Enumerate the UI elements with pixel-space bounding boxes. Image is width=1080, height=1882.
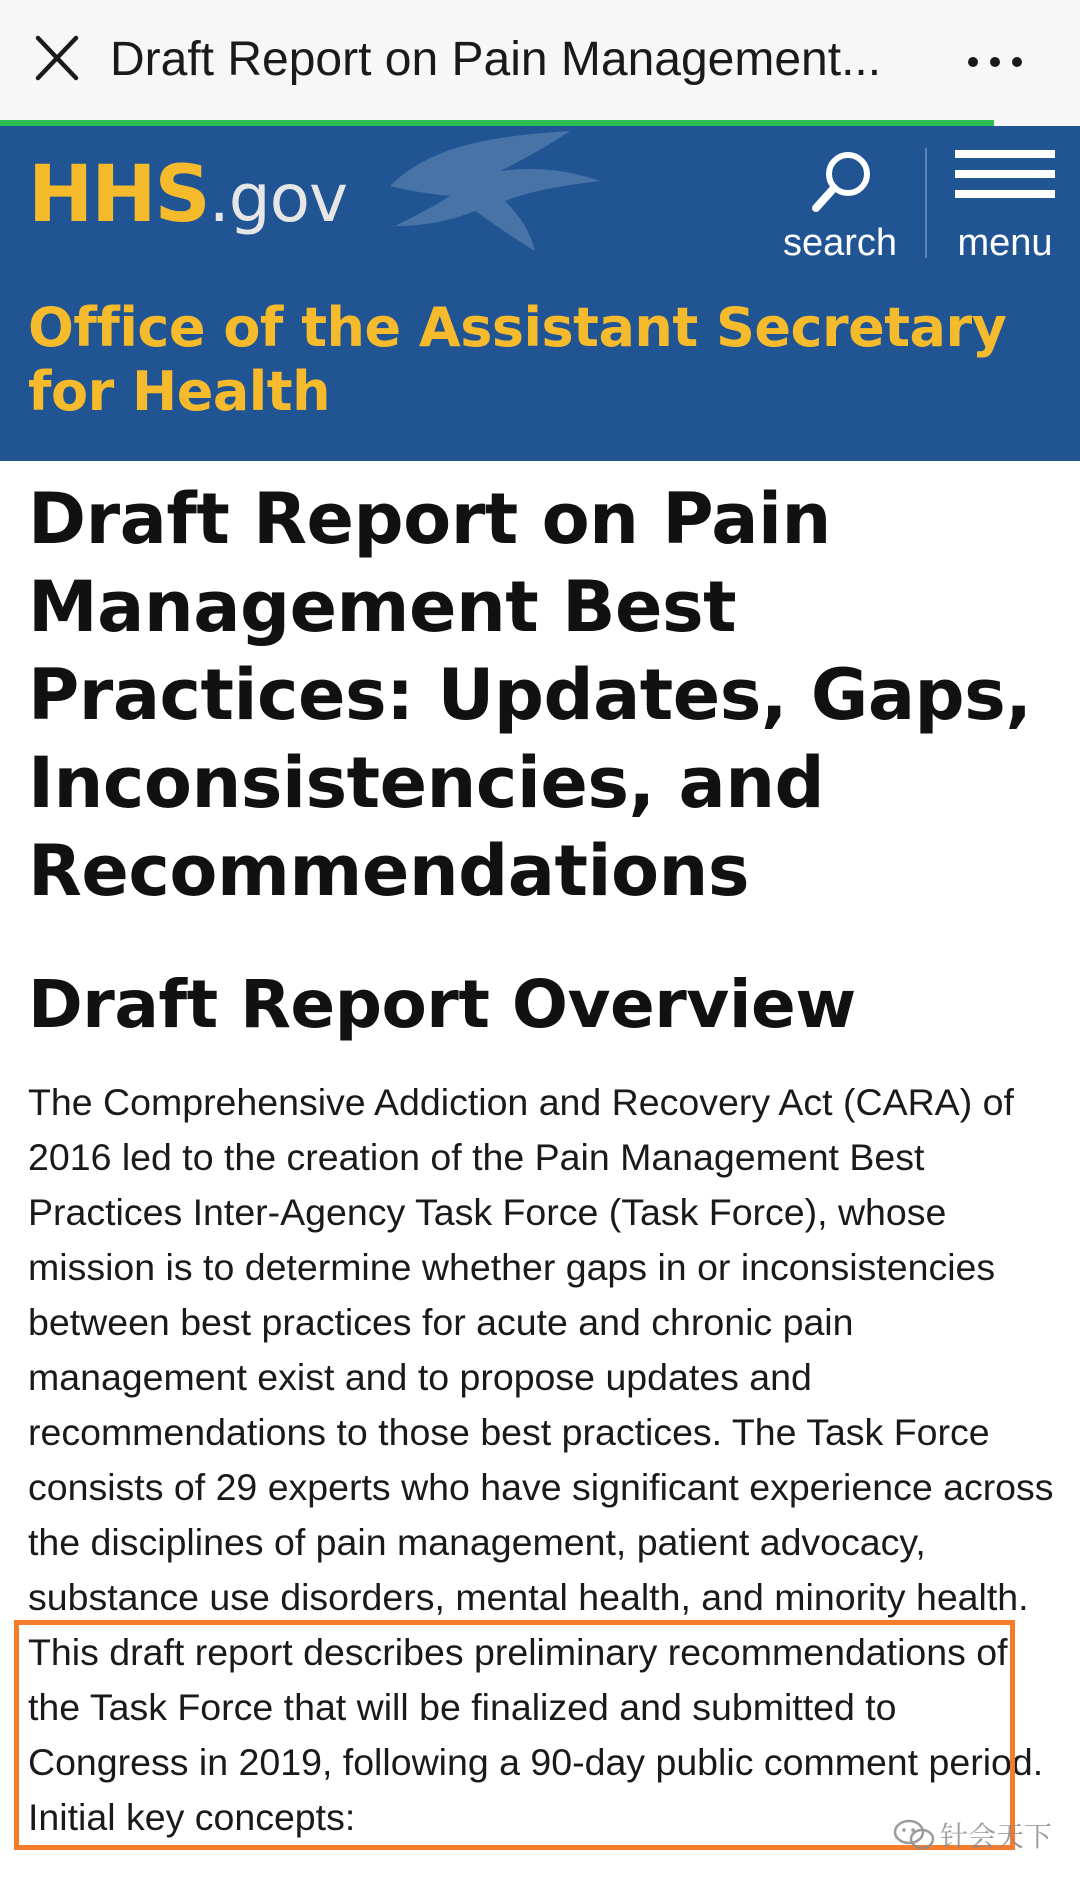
header-divider xyxy=(925,148,927,258)
chat-bubble-icon xyxy=(892,1817,936,1853)
close-button[interactable] xyxy=(32,30,82,86)
menu-button[interactable] xyxy=(945,146,1060,264)
logo-gov-text: .gov xyxy=(208,160,348,237)
close-icon xyxy=(32,30,82,86)
search-label: search xyxy=(782,222,898,264)
more-dots-icon xyxy=(968,57,978,67)
menu-label: menu xyxy=(957,222,1053,264)
office-name-link[interactable]: Office of the Assistant Secretary for Health xyxy=(28,296,1007,423)
search-icon xyxy=(808,146,878,216)
watermark xyxy=(892,1812,1052,1858)
logo-hhs-text: HHS xyxy=(28,150,209,240)
page-title: Draft Report on Pain Management Best Practices: Updates, Gaps, Inconsistencies, and Recommendations xyxy=(28,478,1032,912)
section-heading: Draft Report Overview xyxy=(28,966,856,1043)
hhs-logo[interactable] xyxy=(28,150,347,240)
site-header xyxy=(0,126,1080,461)
more-options-button[interactable] xyxy=(960,35,1030,85)
eagle-emblem-icon xyxy=(370,126,610,256)
page-tab-title: Draft Report on Pain Management... xyxy=(110,33,882,86)
hamburger-menu-icon xyxy=(955,150,1055,158)
overview-paragraph: The Comprehensive Addiction and Recovery Act (CARA) of 2016 led to the creation of the Pain Management Best Practices Inter-Agency Task Force (Task Force), whose mission is to determine whether gaps in or inconsistencies between best practices for acute and chronic pain management exist and to propose updates and recommendations to those best practices. The Task Force consists of 29 experts who have significant experience across the disciplines of pain management, patient advocacy, substance use disorders, mental health, and minority health. This draft report describes preliminary recommendations of the Task Force that will be finalized and submitted to Congress in 2019, following a 90-day public comment period. Initial key concepts: xyxy=(28,1081,1054,1838)
browser-top-bar xyxy=(0,0,1080,120)
watermark-text: 针会天下 xyxy=(939,1820,1052,1853)
search-button[interactable] xyxy=(770,146,910,264)
highlight-annotation-box xyxy=(14,1620,1015,1850)
